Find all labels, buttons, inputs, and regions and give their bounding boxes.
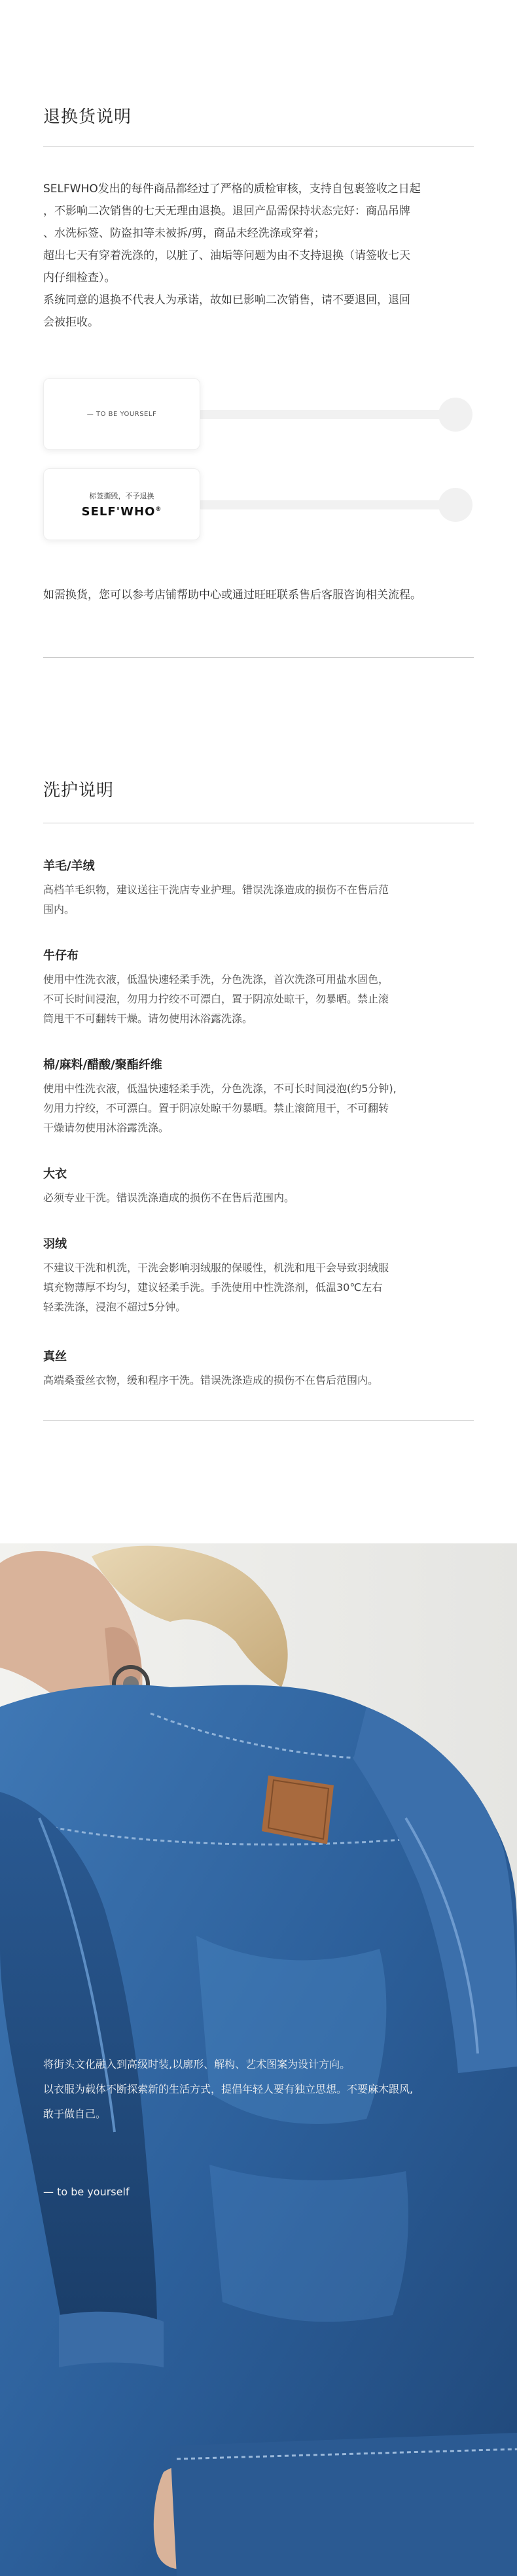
care-item-wool xyxy=(43,857,475,919)
care-item-text: 必须专业干洗。错误洗涤造成的损伤不在售后范围内。 xyxy=(43,1192,295,1204)
care-item-text: 不可长时间浸泡，勿用力拧绞不可漂白，置于阴凉处晾干，勿暴晒。禁止滚 xyxy=(43,993,389,1005)
returns-line: ，不影响二次销售的七天无理由退换。退回产品需保持状态完好：商品吊牌 xyxy=(43,205,410,218)
brand-statement-line: 将街头文化融入到高级时装,以廓形、解构、艺术图案为设计方向。 xyxy=(43,2058,351,2070)
tag-knob xyxy=(438,488,472,522)
care-item-text: 高端桑蚕丝衣物，缓和程序干洗。错误洗涤造成的损伤不在售后范围内。 xyxy=(43,1374,379,1386)
returns-line: 超出七天有穿着洗涤的，以脏了、油垢等问题为由不支持退换（请签收七天 xyxy=(43,249,410,262)
brand-statement xyxy=(43,2052,413,2127)
care-item-coat xyxy=(43,1165,475,1208)
care-item-text: 使用中性洗衣液，低温快速轻柔手洗，分色洗涤，首次洗涤可用盐水固色， xyxy=(43,973,389,986)
care-item-name: 羽绒 xyxy=(43,1237,67,1251)
care-item-name: 真丝 xyxy=(43,1350,67,1364)
returns-line: 会被拒收。 xyxy=(43,316,99,329)
model-photo xyxy=(0,1543,517,2576)
returns-policy-text xyxy=(43,178,475,334)
returns-line: 内仔细检查）。 xyxy=(43,271,116,284)
brand-logo: SELF'WHO® xyxy=(81,504,162,519)
care-item-text: 高档羊毛织物，建议送往干洗店专业护理。错误洗涤造成的损伤不在售后范 xyxy=(43,884,389,896)
returns-line: 、水洗标签、防盗扣等未被拆/剪，商品未经洗涤或穿着； xyxy=(43,227,325,240)
brand-tagline: — to be yourself xyxy=(43,2186,130,2198)
care-item-name: 牛仔布 xyxy=(43,949,79,963)
brand-statement-line: 敢于做自己。 xyxy=(43,2108,107,2120)
tag-string xyxy=(196,500,458,509)
care-item-text: 围内。 xyxy=(43,903,75,916)
care-item-text: 填充物薄厚不均匀，建议轻柔手洗。手洗使用中性洗涤剂，低温30℃左右 xyxy=(43,1281,383,1294)
care-item-text: 不建议干洗和机洗，干洗会影响羽绒服的保暖性，机洗和甩干会导致羽绒服 xyxy=(43,1262,389,1274)
care-item-down xyxy=(43,1235,475,1317)
care-bottom-divider xyxy=(43,1420,474,1421)
returns-title: 退换货说明 xyxy=(43,107,132,127)
care-item-name: 羊毛/羊绒 xyxy=(43,859,95,873)
care-item-name: 棉/麻料/醋酸/聚酯纤维 xyxy=(43,1058,162,1072)
brand-statement-line: 以衣服为载体不断探索新的生活方式，提倡年轻人要有独立思想。不要麻木跟风, xyxy=(43,2083,414,2095)
care-item-text: 干燥请勿使用沐浴露洗涤。 xyxy=(43,1122,169,1134)
exchange-note: 如需换货，您可以参考店铺帮助中心或通过旺旺联系售后客服咨询相关流程。 xyxy=(43,589,421,602)
care-item-text: 勿用力拧绞，不可漂白。置于阴凉处晾干勿暴晒。禁止滚筒甩干，不可翻转 xyxy=(43,1102,389,1114)
tag-slogan: — TO BE YOURSELF xyxy=(86,410,157,418)
care-item-text: 使用中性洗衣液，低温快速轻柔手洗，分色洗涤，不可长时间浸泡(约5分钟), xyxy=(43,1082,397,1095)
tag-warning-text: 标签撕毁，不予退换 xyxy=(89,491,154,500)
care-item-name: 大衣 xyxy=(43,1167,67,1181)
tag-knob xyxy=(438,398,472,432)
care-item-denim xyxy=(43,946,475,1029)
returns-bottom-divider xyxy=(43,657,474,658)
hang-tag-illustration xyxy=(43,378,200,450)
care-item-text: 筒甩干不可翻转干燥。请勿使用沐浴露洗涤。 xyxy=(43,1012,253,1025)
care-item-cotton xyxy=(43,1056,475,1138)
care-item-text: 轻柔洗涤，浸泡不超过5分钟。 xyxy=(43,1301,187,1313)
brand-tag-illustration xyxy=(43,468,200,540)
returns-line: SELFWHO发出的每件商品都经过了严格的质检审核，支持自包裹签收之日起 xyxy=(43,182,421,196)
tag-string xyxy=(196,410,458,419)
returns-line: 系统同意的退换不代表人为承诺，故如已影响二次销售，请不要退回，退回 xyxy=(43,294,410,307)
care-item-silk xyxy=(43,1347,475,1390)
care-title: 洗护说明 xyxy=(43,781,115,800)
returns-title-divider xyxy=(43,146,474,147)
